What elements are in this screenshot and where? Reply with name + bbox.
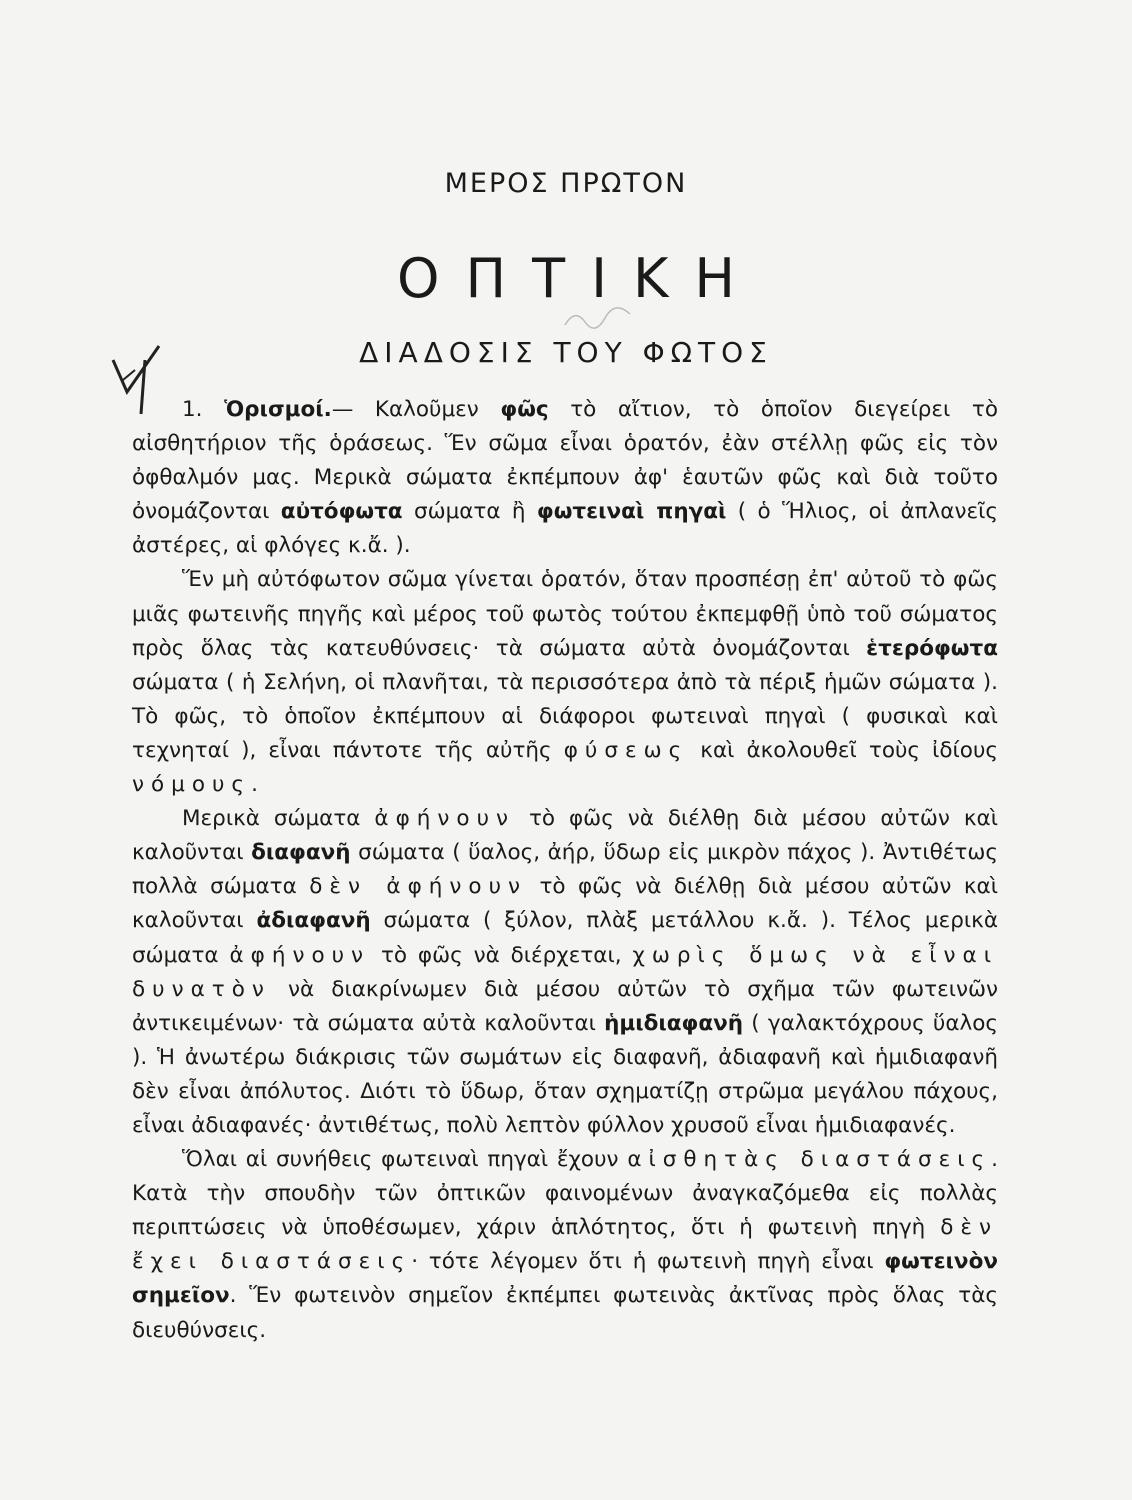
text-run: . Ἕν φωτεινὸν σημεῖον ἐκπέμπει φωτεινὰς ἀκτῖνας πρὸς ὅλας τὰς διευθύνσεις. — [132, 1283, 998, 1343]
page-title: ΟΠΤΙΚΗ — [396, 247, 762, 310]
spaced-word: δὲν ἀφήνουν — [309, 874, 528, 900]
spaced-word: νόμους — [132, 772, 252, 798]
spaced-word: ἀφήνουν — [374, 806, 516, 832]
text-run: Ἕν μὴ αὐτόφωτον σῶμα γίνεται ὁρατόν, ὅταν προσπέσῃ ἐπ' αὐτοῦ τὸ φῶς μιᾶς φωτεινῆς πηγῆς καὶ μέρος τοῦ φωτὸς τούτου ἐκπεμφθῇ ὑπὸ τοῦ σώματος πρὸς ὅλας τὰς κατευθύνσεις· τὰ σώματα αὐτὰ ὀνομάζονται — [132, 567, 998, 661]
term-illuminated: ἑτερόφωτα — [866, 635, 998, 661]
spaced-word: χωρὶς ὅμως νὰ εἶναι δυνατὸν — [132, 942, 998, 1002]
term-point-source: φωτεινὸν σημεῖον — [132, 1249, 998, 1309]
term-transparent: διαφανῆ — [251, 840, 351, 866]
text-run: καὶ ἀκολουθεῖ τοὺς ἰδίους — [688, 737, 999, 763]
paragraph-definitions — [132, 393, 998, 563]
text-run: τὸ αἴτιον, τὸ ὁποῖον διεγείρει τὸ αἰσθητήριον τῆς ὁράσεως. Ἕν σῶμα εἶναι ὁρατόν, ἐὰν στέλλῃ φῶς εἰς τὸν ὀφθαλμόν μας. Μερικὰ σώματα ἐκπέμπουν ἀφ' ἑαυτῶν φῶς καὶ διὰ τοῦτο ὀνομάζονται — [132, 397, 998, 525]
term-light-sources: φωτειναὶ πηγαὶ — [536, 499, 727, 525]
part-heading: ΜΕΡΟΣ ΠΡΩΤΟΝ — [444, 168, 688, 199]
text-run: τὸ φῶς νὰ διέλθῃ διὰ μέσου αὐτῶν καὶ καλοῦνται — [132, 806, 998, 866]
text-run: ( γαλακτόχρους ὕαλος ). Ἡ ἀνωτέρω διάκρισις τῶν σωμάτων εἰς διαφανῆ, ἀδιαφανῆ καὶ ἡμιδιαφανῆ δὲν εἶναι ἀπόλυτος. Διότι τὸ ὕδωρ, ὅταν σχηματίζῃ στρῶμα μεγάλου πάχους, εἶναι ἀδιαφανές· ἀντιθέτως, πολὺ λεπτὸν φύλλον χρυσοῦ εἶναι ἡμιδιαφανές. — [132, 1010, 998, 1138]
text-run: σώματα ( ἡ Σελήνη, οἱ πλανῆται, τὰ περισσότερα ἀπὸ τὰ πέριξ ἡμῶν σώματα ). Τὸ φῶς, τὸ ὁποῖον ἐκπέμπουν αἱ διάφοροι φωτειναὶ πηγαὶ ( φυσικαὶ καὶ τεχνηταί ), εἶναι πάντοτε τῆς αὐτῆς — [132, 669, 998, 763]
body-text — [132, 393, 998, 1348]
text-run: Ὅλαι αἱ συνήθεις φωτειναὶ πηγαὶ ἔχουν — [182, 1147, 628, 1173]
text-run: — Καλοῦμεν — [331, 397, 501, 422]
paragraph-transparency — [132, 802, 998, 1143]
paragraph-illuminated-bodies — [132, 563, 998, 802]
section-title: ΔΙΑΔΟΣΙΣ ΤΟΥ ΦΩΤΟΣ — [359, 336, 773, 369]
term-translucent: ἡμιδιαφανῆ — [604, 1010, 744, 1036]
text-run: . — [251, 772, 258, 798]
paragraph-number: 1. — [182, 397, 203, 422]
spaced-word: ἀφήνουν — [229, 942, 371, 968]
term-opaque: ἀδιαφανῆ — [256, 908, 371, 934]
term-self-luminous: αὐτόφωτα — [280, 499, 403, 525]
text-run: σώματα ( ὕαλος, ἀήρ, ὕδωρ εἰς μικρὸν πάχος ). Ἀντιθέτως πολλὰ σώματα — [132, 840, 998, 900]
definitions-heading: Ὁρισμοί. — [224, 397, 332, 422]
spaced-word: δὲν ἔχει διαστάσεις — [132, 1215, 998, 1275]
text-run: τὸ φῶς νὰ διέρχεται, — [370, 942, 633, 968]
text-run: σώματα ( ξύλον, πλὰξ μετάλλου κ.ἄ. ). Τέλος μερικὰ σώματα — [132, 908, 998, 968]
text-run: · τότε λέγομεν ὅτι ἡ φωτεινὴ πηγὴ εἶναι — [411, 1249, 885, 1275]
text-run: τὸ φῶς νὰ διέλθῃ διὰ μέσου αὐτῶν καὶ καλοῦνται — [132, 874, 998, 934]
paragraph-point-source — [132, 1143, 998, 1348]
spaced-word: αἰσθητὰς διαστάσεις — [627, 1147, 992, 1173]
term-light: φῶς — [500, 397, 549, 422]
spaced-word: φύσεως — [563, 737, 689, 763]
text-run: . Κατὰ τὴν σπουδὴν τῶν ὀπτικῶν φαινομένων ἀναγκαζόμεθα εἰς πολλὰς περιπτώσεις νὰ ὑποθέσωμεν, χάριν ἁπλότητος, ὅτι ἡ φωτεινὴ πηγὴ — [132, 1147, 998, 1241]
text-run: Μερικὰ σώματα — [182, 806, 375, 832]
text-run: σώματα ἢ — [402, 499, 537, 525]
text-run: νὰ διακρίνωμεν διὰ μέσου αὐτῶν τὸ σχῆμα τῶν φωτεινῶν ἀντικειμένων· τὰ σώματα αὐτὰ καλοῦνται — [132, 976, 998, 1036]
text-run: ( ὁ Ἥλιος, οἱ ἀπλανεῖς ἀστέρες, αἱ φλόγες κ.ἄ. ). — [132, 499, 998, 559]
